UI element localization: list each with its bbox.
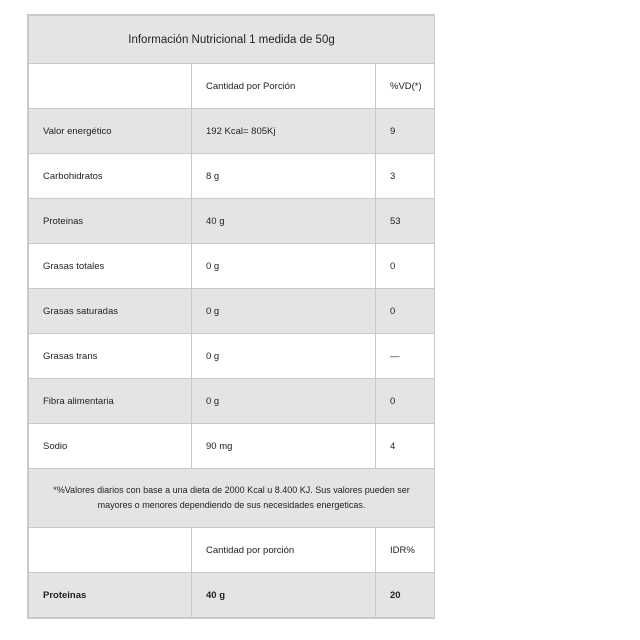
idr-percent-value: 20 [376,573,435,618]
header-amount-per-serving: Cantidad por Porción [192,64,376,109]
nutrient-amount: 8 g [192,154,376,199]
nutrient-name: Proteinas [29,199,192,244]
table-header-row [29,64,435,109]
nutrient-amount: 192 Kcal= 805Kj [192,109,376,154]
idr-row [29,573,435,618]
table-row [29,334,435,379]
footnote: *%Valores diarios con base a una dieta de 2000 Kcal u 8.400 KJ. Sus valores pueden ser mayores o menores dependiendo de sus necesidades energeticas. [29,469,435,528]
nutrient-amount: 0 g [192,244,376,289]
table-row [29,199,435,244]
idr-nutrient-name: Proteinas [29,573,192,618]
nutrient-daily-value: 0 [376,244,435,289]
nutrient-amount: 40 g [192,199,376,244]
nutrient-amount: 0 g [192,289,376,334]
table-row [29,154,435,199]
idr-header-percent: IDR% [376,528,435,573]
nutrient-name: Grasas trans [29,334,192,379]
idr-header-amount: Cantidad por porción [192,528,376,573]
nutrient-daily-value: 0 [376,379,435,424]
nutrient-daily-value: — [376,334,435,379]
nutrient-daily-value: 3 [376,154,435,199]
table-row [29,289,435,334]
table-row [29,379,435,424]
table-title: Información Nutricional 1 medida de 50g [29,16,435,64]
nutrient-daily-value: 0 [376,289,435,334]
nutrient-name: Grasas totales [29,244,192,289]
idr-nutrient-amount: 40 g [192,573,376,618]
header-nutrient [29,64,192,109]
table-row [29,424,435,469]
nutrient-name: Valor energético [29,109,192,154]
nutrient-daily-value: 9 [376,109,435,154]
nutrient-daily-value: 4 [376,424,435,469]
idr-header-nutrient [29,528,192,573]
nutrient-amount: 0 g [192,334,376,379]
nutrient-name: Grasas saturadas [29,289,192,334]
table-row [29,244,435,289]
nutrition-facts-table-container [27,14,435,619]
nutrient-name: Fibra alimentaria [29,379,192,424]
nutrient-daily-value: 53 [376,199,435,244]
nutrient-name: Carbohidratos [29,154,192,199]
nutrient-amount: 90 mg [192,424,376,469]
nutrient-name: Sodio [29,424,192,469]
header-daily-value: %VD(*) [376,64,435,109]
table-row [29,109,435,154]
nutrient-amount: 0 g [192,379,376,424]
nutrition-facts-table [28,15,435,618]
idr-header-row [29,528,435,573]
